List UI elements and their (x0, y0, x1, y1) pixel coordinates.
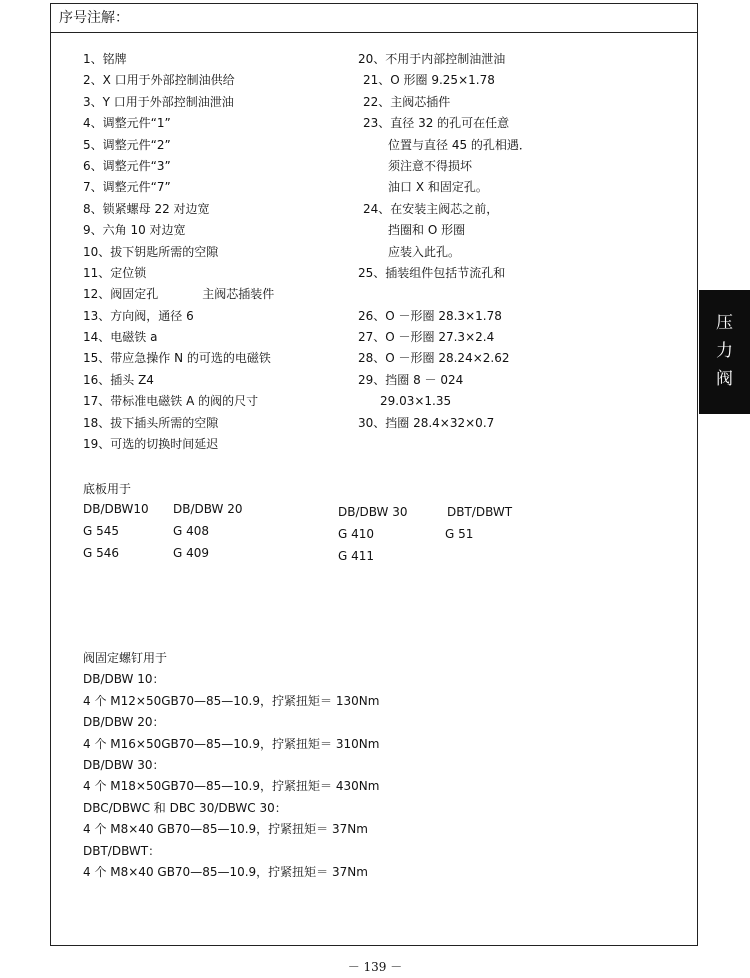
side-section-tab (699, 290, 750, 414)
bolt-line: DBT/DBWT： (83, 843, 161, 858)
legend-item: 30、挡圈 28.4×32×0.7 (358, 415, 495, 430)
legend-item: 23、直径 32 的孔可在任意 (363, 116, 510, 131)
subplate-cell: G 545 (83, 524, 120, 538)
bolt-line: DB/DBW 10： (83, 672, 165, 687)
legend-item: 7、调整元件“7” (83, 180, 171, 195)
subplate-cell: DB/DBW 30 (338, 505, 408, 519)
legend-item: 2、X 口用于外部控制油供给 (83, 73, 235, 88)
legend-left-list (83, 49, 274, 455)
bolt-line: 4 个 M16×50GB70—85—10.9，拧紧扭矩＝ 310Nm (83, 736, 380, 751)
page-number: － 139 － (347, 960, 403, 974)
side-tab-char: 力 (716, 341, 733, 361)
bolt-line: DBC/DBWC 和 DBC 30/DBWC 30： (83, 800, 287, 815)
legend-item: 27、O －形圈 27.3×2.4 (358, 330, 495, 345)
content-frame (50, 3, 698, 946)
subplate-cell: G 410 (338, 527, 375, 541)
legend-item-12-extra: 主阀芯插装件 (202, 287, 275, 302)
subplate-cell: G 409 (173, 546, 210, 560)
legend-item-continuation: 29.03×1.35 (380, 394, 452, 409)
legend-item: 5、调整元件“2” (83, 137, 171, 152)
bolt-line: 4 个 M8×40 GB70—85—10.9，拧紧扭矩＝ 37Nm (83, 864, 368, 879)
subplate-cell: DB/DBW 20 (173, 502, 243, 516)
side-tab-char: 阀 (716, 369, 733, 389)
subplate-cell: DB/DBW10 (83, 502, 149, 516)
bolt-line: DB/DBW 20： (83, 715, 165, 730)
legend-item: 21、O 形圈 9.25×1.78 (363, 73, 495, 88)
legend-item: 10、拔下钥匙所需的空隙 (83, 244, 219, 259)
legend-item: 15、带应急操作 N 的可选的电磁铁 (83, 351, 271, 366)
legend-item: 22、主阀芯插件 (363, 94, 451, 109)
legend-item-continuation: 挡圈和 O 形圈 (388, 223, 466, 238)
legend-item-continuation: 位置与直径 45 的孔相遇． (388, 137, 531, 152)
legend-item: 9、六角 10 对边宽 (83, 223, 186, 238)
legend-item: 11、定位锁 (83, 265, 147, 280)
subplate-cell: DBT/DBWT (447, 505, 513, 519)
legend-item: 8、锁紧螺母 22 对边宽 (83, 201, 210, 216)
bolt-line: DB/DBW 30： (83, 757, 165, 772)
subplate-cell: G 51 (445, 527, 474, 541)
bolt-line: 4 个 M8×40 GB70—85—10.9，拧紧扭矩＝ 37Nm (83, 822, 368, 837)
side-tab-char: 压 (716, 313, 733, 333)
legend-item: 18、拔下插头所需的空隙 (83, 415, 219, 430)
legend-item: 16、插头 Z4 (83, 372, 154, 387)
legend-right-list (358, 49, 531, 434)
header-bar (51, 4, 697, 33)
bolt-title: 阀固定螺钉用于 (83, 651, 168, 665)
legend-item: 3、Y 口用于外部控制油泄油 (83, 94, 234, 109)
bolt-line: 4 个 M18×50GB70—85—10.9，拧紧扭矩＝ 430Nm (83, 779, 380, 794)
legend-item-continuation: 油口 X 和固定孔。 (388, 180, 488, 195)
header-title: 序号注解： (59, 10, 129, 26)
legend-item-blank (358, 284, 531, 305)
subplate-cell: G 546 (83, 546, 120, 560)
subplate-cell: G 411 (338, 549, 375, 563)
legend-item: 13、方向阀，通径 6 (83, 308, 194, 323)
legend-item: 29、挡圈 8 － 024 (358, 372, 464, 387)
legend-item: 17、带标准电磁铁 A 的阀的尺寸 (83, 394, 259, 409)
legend-item-label: 12、阀固定孔 (83, 287, 159, 302)
legend-item: 4、调整元件“1” (83, 116, 171, 131)
subplate-title: 底板用于 (83, 482, 132, 496)
subplate-cell: G 408 (173, 524, 210, 538)
legend-item-12 (83, 284, 274, 305)
legend-item: 14、电磁铁 a (83, 330, 158, 345)
legend-item-continuation: 应装入此孔。 (388, 244, 461, 259)
legend-item: 6、调整元件“3” (83, 158, 171, 173)
legend-item: 19、可选的切换时间延迟 (83, 437, 219, 452)
legend-item: 20、不用于内部控制油泄油 (358, 52, 506, 66)
bolt-line: 4 个 M12×50GB70—85—10.9，拧紧扭矩＝ 130Nm (83, 693, 380, 708)
legend-item: 26、O －形圈 28.3×1.78 (358, 308, 502, 323)
legend-item: 24、在安装主阀芯之前， (363, 201, 499, 216)
legend-item: 1、铭牌 (83, 52, 127, 66)
legend-item: 25、插装组件包括节流孔和 (358, 265, 506, 280)
legend-item-continuation: 须注意不得损坏 (388, 158, 473, 173)
legend-item: 28、O －形圈 28.24×2.62 (358, 351, 510, 366)
bolt-list (83, 648, 379, 883)
